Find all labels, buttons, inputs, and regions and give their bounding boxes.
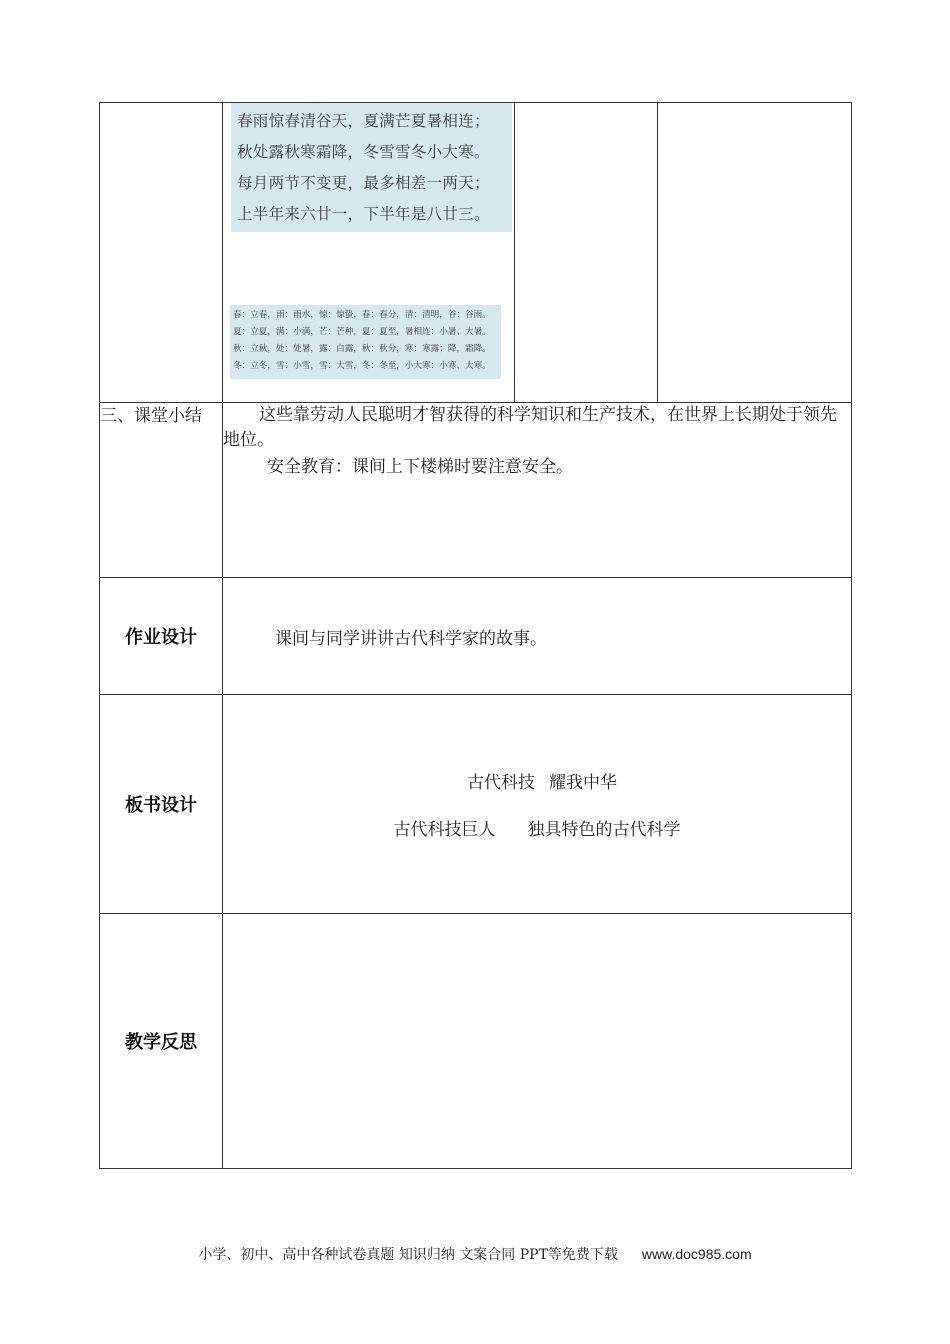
safety-paragraph: 安全教育：课间上下楼梯时要注意安全。 xyxy=(267,457,573,477)
poem-line: 上半年来六廿一，下半年是八廿三。 xyxy=(237,205,490,223)
board-title-left: 古代科技 xyxy=(467,773,535,793)
solar-terms-poem-image xyxy=(231,103,512,232)
notes-line: 春：立春，雨：雨水，惊：惊蛰，春：春分，清：清明，谷：谷雨。 xyxy=(233,310,491,320)
notes-line: 秋：立秋，处：处暑，露：白露，秋：秋分，寒：寒露；降，霜降。 xyxy=(233,344,491,354)
board-subtitle-left: 古代科技巨人 xyxy=(393,820,496,840)
board-subtitle xyxy=(223,815,851,840)
board-design-content xyxy=(223,695,852,914)
table-row xyxy=(100,695,852,914)
summary-paragraph: 这些靠劳动人民聪明才智获得的科学知识和生产技术，在世界上长期处于领先地位。 xyxy=(223,405,837,450)
board-title xyxy=(223,768,851,793)
page-footer xyxy=(0,1244,950,1264)
table-row xyxy=(100,578,852,695)
notes-line: 夏：立夏，满：小满，芒：芒种，夏：夏至，暑相连：小暑、大暑。 xyxy=(233,327,491,337)
homework-content: 课间与同学讲讲古代科学家的故事。 xyxy=(223,578,852,695)
lesson-plan-table xyxy=(99,102,852,1169)
poem-line: 春雨惊春清谷天，夏满芒夏暑相连； xyxy=(237,112,490,130)
poem-line: 每月两节不变更，最多相差一两天； xyxy=(237,174,490,192)
board-design-label: 板书设计 xyxy=(100,695,223,914)
poem-line: 秋处露秋寒霜降，冬雪雪冬小大寒。 xyxy=(237,143,490,161)
board-subtitle-right: 独具特色的古代科学 xyxy=(527,820,681,840)
empty-cell xyxy=(515,103,658,403)
table-row xyxy=(100,103,852,403)
empty-cell xyxy=(658,103,852,403)
footer-text: 小学、初中、高中各种试卷真题 知识归纳 文案合同 PPT等免费下载 xyxy=(198,1247,618,1263)
table-row xyxy=(100,403,852,578)
summary-content xyxy=(223,403,852,578)
board-title-right: 耀我中华 xyxy=(549,773,617,793)
empty-label-cell xyxy=(100,103,223,403)
table-row xyxy=(100,914,852,1169)
solar-terms-notes-image xyxy=(230,305,501,379)
content-cell xyxy=(223,103,515,403)
summary-label: 三、课堂小结 xyxy=(100,403,223,578)
reflection-content xyxy=(223,914,852,1169)
homework-label: 作业设计 xyxy=(100,578,223,695)
footer-url: www.doc985.com xyxy=(641,1246,752,1262)
reflection-label: 教学反思 xyxy=(100,914,223,1169)
notes-line: 冬：立冬，雪：小雪，雪：大雪，冬：冬至，小大寒：小寒、大寒。 xyxy=(233,361,491,371)
